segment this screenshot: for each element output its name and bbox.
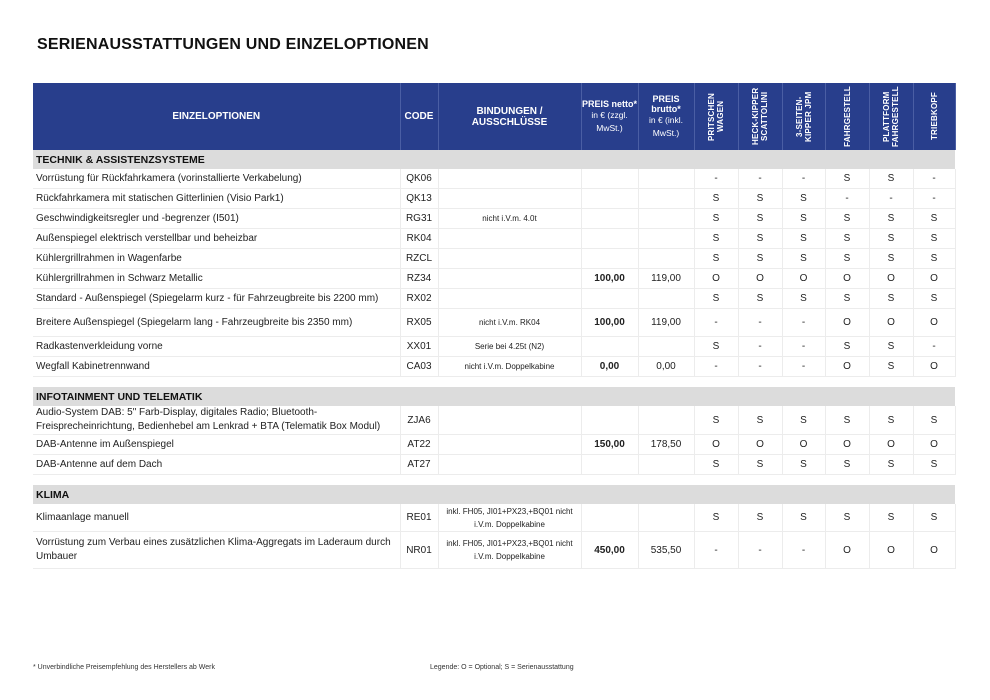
- availability-cell: S: [869, 406, 913, 435]
- availability-cell: S: [825, 504, 869, 532]
- section-title: KLIMA: [33, 485, 955, 504]
- availability-cell: S: [738, 455, 782, 475]
- availability-cell: S: [869, 455, 913, 475]
- availability-cell: O: [782, 435, 825, 455]
- availability-cell: S: [869, 249, 913, 269]
- availability-cell: -: [782, 357, 825, 377]
- availability-cell: S: [913, 289, 955, 309]
- header-price-gross-sub: in € (inkl. MwSt.): [648, 114, 683, 138]
- header-variant-label: TRIEBKOPF: [929, 92, 939, 141]
- price-net: [581, 209, 638, 229]
- option-bindings: [438, 455, 581, 475]
- option-name: Breitere Außenspiegel (Spiegelarm lang - Fahrzeugbreite bis 2350 mm): [33, 309, 400, 337]
- header-variant: [825, 83, 869, 150]
- availability-cell: -: [782, 532, 825, 569]
- availability-cell: O: [869, 269, 913, 289]
- availability-cell: S: [825, 406, 869, 435]
- availability-cell: -: [869, 189, 913, 209]
- availability-cell: S: [694, 189, 738, 209]
- option-name: Audio-System DAB: 5" Farb-Display, digitales Radio; Bluetooth-Freisprecheinrichtung, Bedienhebel am Lenkrad + BTA (Telematik Box Modul): [33, 406, 400, 435]
- table-header: [33, 83, 955, 150]
- header-variant: [694, 83, 738, 150]
- availability-cell: O: [913, 532, 955, 569]
- price-gross: [638, 455, 694, 475]
- price-net: [581, 169, 638, 189]
- option-name: Kühlergrillrahmen in Schwarz Metallic: [33, 269, 400, 289]
- section-title: INFOTAINMENT UND TELEMATIK: [33, 387, 955, 406]
- availability-cell: S: [782, 289, 825, 309]
- option-name: Vorrüstung zum Verbau eines zusätzlichen Klima-Aggregats im Laderaum durch Umbauer: [33, 532, 400, 569]
- price-net: [581, 455, 638, 475]
- option-code: NR01: [400, 532, 438, 569]
- section-header-row: [33, 150, 955, 169]
- availability-cell: O: [913, 357, 955, 377]
- availability-cell: O: [738, 435, 782, 455]
- table-row: [33, 406, 955, 435]
- price-gross: [638, 406, 694, 435]
- legend: Legende: O = Optional; S = Serienausstattung: [430, 664, 574, 671]
- availability-cell: O: [913, 435, 955, 455]
- table-row: [33, 229, 955, 249]
- availability-cell: S: [825, 249, 869, 269]
- availability-cell: S: [738, 249, 782, 269]
- availability-cell: S: [694, 249, 738, 269]
- price-net: 100,00: [581, 269, 638, 289]
- price-net: [581, 289, 638, 309]
- option-name: DAB-Antenne auf dem Dach: [33, 455, 400, 475]
- price-gross: 119,00: [638, 309, 694, 337]
- availability-cell: O: [869, 435, 913, 455]
- section-header-row: [33, 387, 955, 406]
- option-name: Kühlergrillrahmen in Wagenfarbe: [33, 249, 400, 269]
- availability-cell: S: [825, 169, 869, 189]
- option-name: Rückfahrkamera mit statischen Gitterlinien (Visio Park1): [33, 189, 400, 209]
- availability-cell: S: [738, 189, 782, 209]
- table-row: [33, 289, 955, 309]
- availability-cell: O: [694, 435, 738, 455]
- availability-cell: -: [782, 169, 825, 189]
- availability-cell: S: [694, 504, 738, 532]
- availability-cell: S: [869, 289, 913, 309]
- availability-cell: S: [869, 209, 913, 229]
- option-bindings: [438, 269, 581, 289]
- header-variant-label: HECK-KIPPER SCATTOLINI: [751, 87, 769, 146]
- availability-cell: S: [694, 229, 738, 249]
- availability-cell: S: [869, 504, 913, 532]
- option-bindings: nicht i.V.m. 4.0t: [438, 209, 581, 229]
- availability-cell: -: [738, 337, 782, 357]
- option-bindings: [438, 406, 581, 435]
- section-header-row: [33, 485, 955, 504]
- table-row: [33, 435, 955, 455]
- table-row: [33, 269, 955, 289]
- option-bindings: nicht i.V.m. RK04: [438, 309, 581, 337]
- option-name: Geschwindigkeitsregler und -begrenzer (I501): [33, 209, 400, 229]
- option-code: RZCL: [400, 249, 438, 269]
- price-net: [581, 406, 638, 435]
- availability-cell: S: [694, 289, 738, 309]
- price-gross: 178,50: [638, 435, 694, 455]
- availability-cell: S: [913, 209, 955, 229]
- price-net: [581, 504, 638, 532]
- option-name: Radkastenverkleidung vorne: [33, 337, 400, 357]
- price-gross: 119,00: [638, 269, 694, 289]
- availability-cell: -: [694, 309, 738, 337]
- option-code: AT27: [400, 455, 438, 475]
- availability-cell: S: [782, 455, 825, 475]
- availability-cell: S: [913, 455, 955, 475]
- header-code: CODE: [400, 83, 438, 150]
- price-net: 450,00: [581, 532, 638, 569]
- price-gross: [638, 169, 694, 189]
- availability-cell: -: [782, 309, 825, 337]
- price-gross: [638, 229, 694, 249]
- availability-cell: S: [825, 455, 869, 475]
- header-price-net-sub: in € (zzgl. MwSt.): [591, 109, 628, 133]
- option-code: RZ34: [400, 269, 438, 289]
- option-code: QK13: [400, 189, 438, 209]
- option-code: RK04: [400, 229, 438, 249]
- availability-cell: S: [782, 229, 825, 249]
- availability-cell: S: [825, 209, 869, 229]
- option-name: Vorrüstung für Rückfahrkamera (vorinstallierte Verkabelung): [33, 169, 400, 189]
- option-code: ZJA6: [400, 406, 438, 435]
- option-bindings: [438, 289, 581, 309]
- availability-cell: S: [782, 209, 825, 229]
- table-row: [33, 309, 955, 337]
- header-variant-label: 3-SEITEN-KIPPER JPM: [794, 91, 813, 142]
- availability-cell: S: [782, 406, 825, 435]
- option-bindings: Serie bei 4.25t (N2): [438, 337, 581, 357]
- availability-cell: O: [825, 269, 869, 289]
- availability-cell: S: [694, 406, 738, 435]
- availability-cell: O: [869, 532, 913, 569]
- option-name: DAB-Antenne im Außenspiegel: [33, 435, 400, 455]
- availability-cell: S: [825, 229, 869, 249]
- option-bindings: inkl. FH05, JI01+PX23,+BQ01 nicht i.V.m. Doppelkabine: [438, 504, 581, 532]
- price-gross: [638, 289, 694, 309]
- options-table: [33, 83, 956, 569]
- availability-cell: S: [913, 406, 955, 435]
- header-variant: [913, 83, 955, 150]
- spacer-cell: [33, 377, 955, 388]
- price-gross: 535,50: [638, 532, 694, 569]
- availability-cell: S: [694, 337, 738, 357]
- spacer-cell: [33, 475, 955, 486]
- availability-cell: -: [913, 169, 955, 189]
- availability-cell: -: [694, 357, 738, 377]
- option-bindings: [438, 169, 581, 189]
- table-row: [33, 249, 955, 269]
- availability-cell: S: [694, 455, 738, 475]
- table-body: [33, 150, 955, 569]
- availability-cell: S: [825, 337, 869, 357]
- section-spacer: [33, 475, 955, 486]
- header-variant: [738, 83, 782, 150]
- option-bindings: [438, 249, 581, 269]
- header-price-gross: [638, 83, 694, 150]
- availability-cell: O: [738, 269, 782, 289]
- availability-cell: O: [869, 309, 913, 337]
- availability-cell: S: [782, 504, 825, 532]
- availability-cell: S: [738, 209, 782, 229]
- availability-cell: O: [782, 269, 825, 289]
- availability-cell: S: [913, 229, 955, 249]
- availability-cell: -: [738, 309, 782, 337]
- section-spacer: [33, 377, 955, 388]
- availability-cell: O: [825, 435, 869, 455]
- price-net: 100,00: [581, 309, 638, 337]
- table-row: [33, 455, 955, 475]
- table-row: [33, 189, 955, 209]
- header-price-gross-title: PREIS brutto*: [651, 93, 681, 114]
- availability-cell: -: [913, 337, 955, 357]
- price-gross: [638, 189, 694, 209]
- price-gross: [638, 249, 694, 269]
- section-title: TECHNIK & ASSISTENZSYSTEME: [33, 150, 955, 169]
- price-net: [581, 337, 638, 357]
- availability-cell: S: [694, 209, 738, 229]
- price-net: 150,00: [581, 435, 638, 455]
- price-gross: [638, 504, 694, 532]
- table-row: [33, 532, 955, 569]
- availability-cell: -: [738, 169, 782, 189]
- option-bindings: inkl. FH05, JI01+PX23,+BQ01 nicht i.V.m. Doppelkabine: [438, 532, 581, 569]
- availability-cell: S: [738, 289, 782, 309]
- header-variant-label: FAHRGESTELL: [842, 86, 852, 147]
- option-code: QK06: [400, 169, 438, 189]
- price-net: [581, 229, 638, 249]
- option-code: RX05: [400, 309, 438, 337]
- option-code: AT22: [400, 435, 438, 455]
- availability-cell: S: [869, 169, 913, 189]
- price-net: [581, 189, 638, 209]
- table-row: [33, 209, 955, 229]
- option-code: XX01: [400, 337, 438, 357]
- option-code: CA03: [400, 357, 438, 377]
- price-gross: [638, 209, 694, 229]
- header-variant-label: PLATTFORM FAHRGESTELL: [882, 86, 900, 147]
- availability-cell: -: [782, 337, 825, 357]
- page-title: SERIENAUSSTATTUNGEN UND EINZELOPTIONEN: [37, 36, 429, 53]
- price-footnote: * Unverbindliche Preisempfehlung des Herstellers ab Werk: [33, 664, 215, 671]
- option-bindings: [438, 189, 581, 209]
- option-bindings: nicht i.V.m. Doppelkabine: [438, 357, 581, 377]
- availability-cell: S: [869, 229, 913, 249]
- option-code: RX02: [400, 289, 438, 309]
- price-net: [581, 249, 638, 269]
- option-name: Außenspiegel elektrisch verstellbar und beheizbar: [33, 229, 400, 249]
- availability-cell: -: [738, 532, 782, 569]
- availability-cell: O: [913, 309, 955, 337]
- header-variant-label: PRITSCHEN WAGEN: [707, 92, 725, 141]
- availability-cell: S: [738, 504, 782, 532]
- availability-cell: S: [738, 406, 782, 435]
- availability-cell: S: [825, 289, 869, 309]
- availability-cell: S: [782, 249, 825, 269]
- availability-cell: O: [694, 269, 738, 289]
- option-bindings: [438, 229, 581, 249]
- table-row: [33, 357, 955, 377]
- availability-cell: -: [738, 357, 782, 377]
- option-code: RG31: [400, 209, 438, 229]
- availability-cell: -: [825, 189, 869, 209]
- header-variant: [782, 83, 825, 150]
- availability-cell: O: [913, 269, 955, 289]
- availability-cell: O: [825, 532, 869, 569]
- availability-cell: S: [782, 189, 825, 209]
- availability-cell: S: [869, 337, 913, 357]
- header-price-net-title: PREIS netto*: [581, 98, 637, 109]
- option-name: Standard - Außenspiegel (Spiegelarm kurz - für Fahrzeugbreite bis 2200 mm): [33, 289, 400, 309]
- availability-cell: S: [913, 504, 955, 532]
- header-price-net: [581, 83, 638, 150]
- option-name: Wegfall Kabinetrennwand: [33, 357, 400, 377]
- option-bindings: [438, 435, 581, 455]
- availability-cell: S: [913, 249, 955, 269]
- availability-cell: O: [825, 357, 869, 377]
- table-row: [33, 504, 955, 532]
- availability-cell: S: [869, 357, 913, 377]
- table-row: [33, 169, 955, 189]
- header-variant: [869, 83, 913, 150]
- price-gross: [638, 337, 694, 357]
- option-name: Klimaanlage manuell: [33, 504, 400, 532]
- table-row: [33, 337, 955, 357]
- availability-cell: -: [694, 532, 738, 569]
- header-options: EINZELOPTIONEN: [33, 83, 400, 150]
- availability-cell: S: [738, 229, 782, 249]
- availability-cell: -: [913, 189, 955, 209]
- availability-cell: -: [694, 169, 738, 189]
- availability-cell: O: [825, 309, 869, 337]
- price-gross: 0,00: [638, 357, 694, 377]
- option-code: RE01: [400, 504, 438, 532]
- price-net: 0,00: [581, 357, 638, 377]
- header-bindings: BINDUNGEN / AUSSCHLÜSSE: [438, 83, 581, 150]
